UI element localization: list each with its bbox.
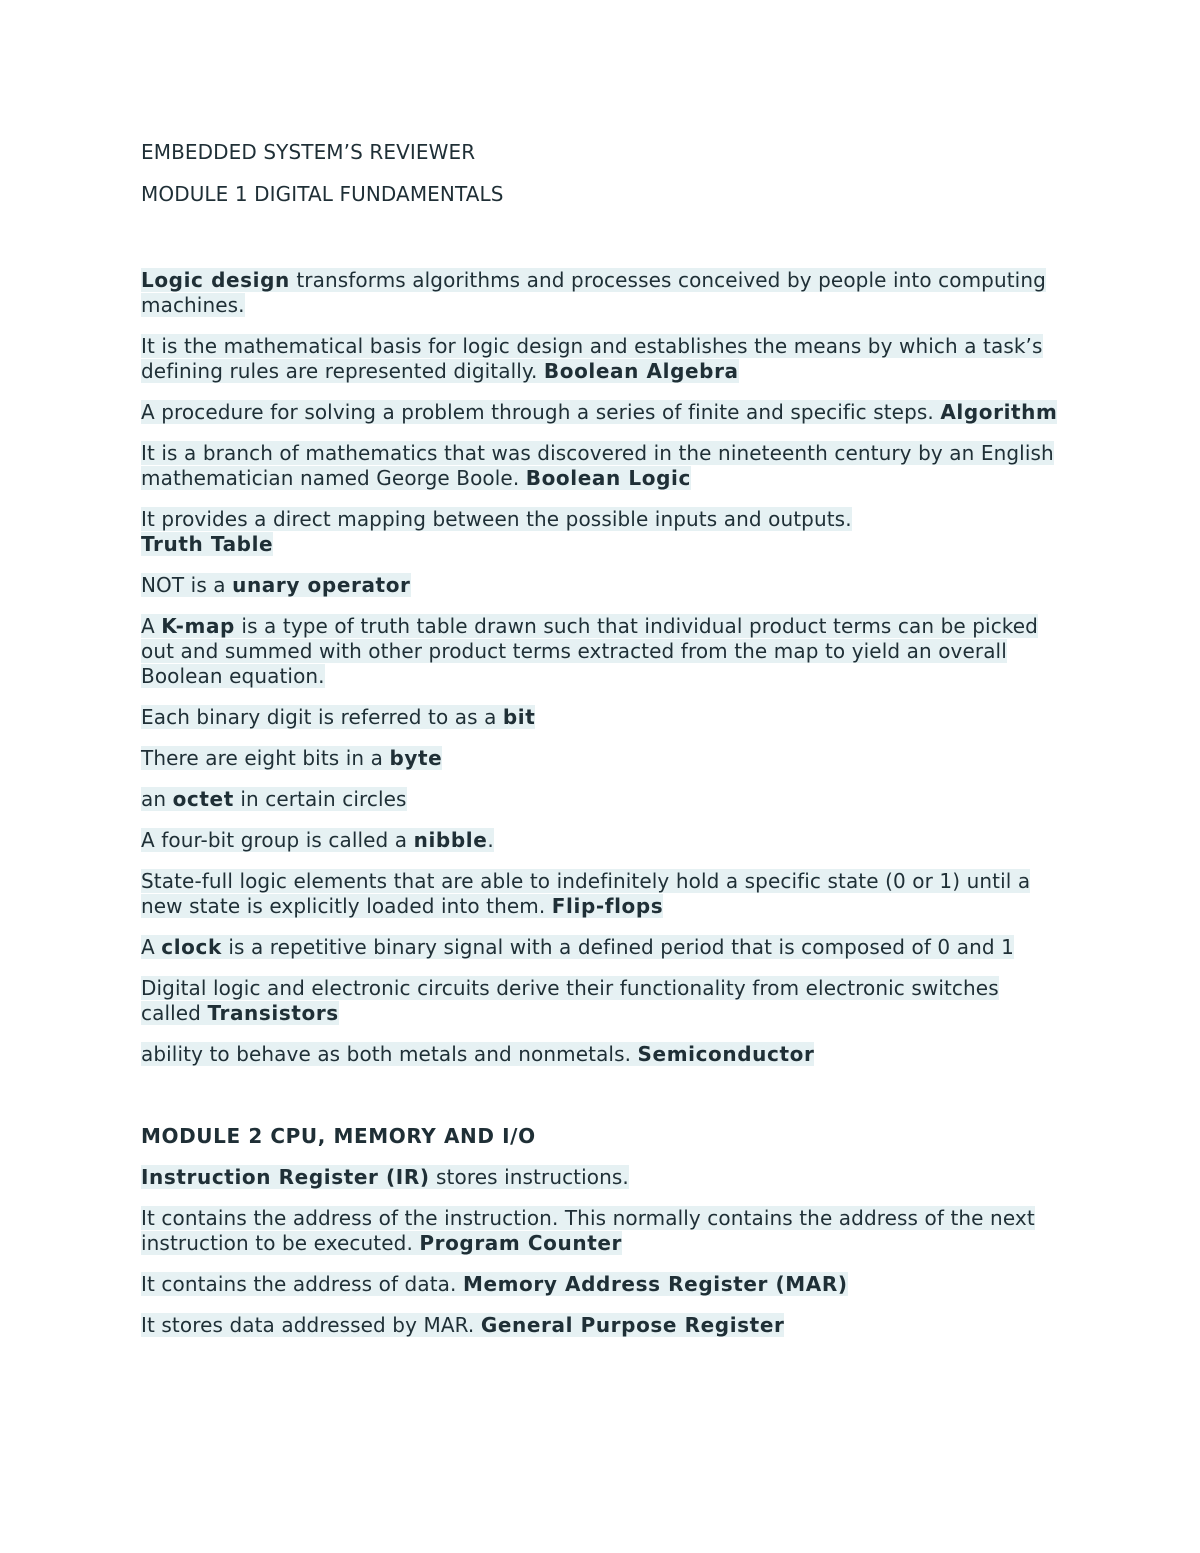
module-2-heading-text: MODULE 2 CPU, MEMORY AND I/O — [141, 1124, 536, 1148]
item-highlight — [141, 869, 1030, 918]
item-term: Logic design — [141, 268, 290, 292]
item-term: Semiconductor — [637, 1042, 815, 1066]
item-text: It is a branch of mathematics that was discovered in the nineteenth century by an English mathematician named George Boole. — [141, 441, 1054, 490]
item-text: Digital logic and electronic circuits derive their functionality from electronic switches called — [141, 976, 999, 1025]
item-text: . — [487, 828, 494, 852]
item-text: A — [141, 935, 162, 959]
module-1-item — [141, 935, 1061, 960]
item-text: It stores data addressed by MAR. — [141, 1313, 481, 1337]
item-text: A procedure for solving a problem through a series of finite and specific steps. — [141, 400, 941, 424]
item-text: is a repetitive binary signal with a defined period that is composed of 0 and 1 — [221, 935, 1014, 959]
item-term: octet — [172, 787, 234, 811]
item-highlight — [141, 573, 411, 597]
module-2-item — [141, 1313, 1061, 1338]
item-highlight — [141, 935, 1014, 959]
item-highlight — [141, 1042, 814, 1066]
item-highlight — [141, 441, 1054, 490]
item-term: Boolean Logic — [525, 466, 691, 490]
module-1-item — [141, 787, 1061, 812]
item-term: Memory Address Register (MAR) — [462, 1272, 848, 1296]
item-highlight — [141, 828, 494, 852]
item-highlight — [141, 1206, 1035, 1255]
module-1-item — [141, 828, 1061, 853]
item-term: Program Counter — [419, 1231, 622, 1255]
module-1-item — [141, 400, 1061, 425]
module-1-item — [141, 441, 1061, 491]
document-page — [141, 138, 1061, 1338]
item-term: Truth Table — [141, 532, 274, 556]
item-text: State-full logic elements that are able to indefinitely hold a specific state (0 or 1) until a new state is explicitly loaded into them. — [141, 869, 1031, 918]
item-highlight — [141, 614, 1038, 688]
item-text: A — [141, 614, 162, 638]
module-2-item — [141, 1272, 1061, 1297]
item-term: unary operator — [232, 573, 411, 597]
module-2-item — [141, 1165, 1061, 1190]
item-text: It provides a direct mapping between the possible inputs and outputs. — [141, 507, 852, 531]
module-1-item — [141, 746, 1061, 771]
item-text: A four-bit group is called a — [141, 828, 414, 852]
item-text: Each binary digit is referred to as a — [141, 705, 503, 729]
module-1-item — [141, 614, 1061, 689]
item-term: bit — [502, 705, 536, 729]
item-highlight — [141, 1165, 629, 1189]
item-text: It contains the address of the instruction. This normally contains the address of the next instruction to be executed. — [141, 1206, 1035, 1255]
item-term: Transistors — [207, 1001, 339, 1025]
item-text: It contains the address of data. — [141, 1272, 463, 1296]
item-term: Flip-flops — [551, 894, 664, 918]
item-text: in certain circles — [233, 787, 407, 811]
item-text: an — [141, 787, 173, 811]
item-term: K-map — [161, 614, 235, 638]
item-term: Algorithm — [940, 400, 1058, 424]
item-term: General Purpose Register — [480, 1313, 785, 1337]
module-1-item — [141, 268, 1061, 318]
module-1-item — [141, 869, 1061, 919]
item-term: byte — [389, 746, 443, 770]
item-highlight — [141, 334, 1043, 383]
module-1-item — [141, 1042, 1061, 1067]
item-highlight — [141, 787, 407, 811]
item-highlight — [141, 746, 442, 770]
item-text: NOT is a — [141, 573, 233, 597]
module-1-item — [141, 334, 1061, 384]
item-text: ability to behave as both metals and nonmetals. — [141, 1042, 638, 1066]
item-highlight — [141, 976, 999, 1025]
item-term: Boolean Algebra — [543, 359, 739, 383]
item-term: Instruction Register (IR) — [141, 1165, 430, 1189]
item-text: It is the mathematical basis for logic design and establishes the means by which a task’s defining rules are represented digitally. — [141, 334, 1043, 383]
item-text: is a type of truth table drawn such that individual product terms can be picked out and summed with other product terms extracted from the map to yield an overall Boolean equation. — [141, 614, 1038, 688]
item-highlight — [141, 705, 535, 729]
document-title-text: EMBEDDED SYSTEM’S REVIEWER — [141, 140, 476, 164]
item-highlight — [141, 1313, 784, 1337]
item-text: stores instructions. — [429, 1165, 629, 1189]
item-term: nibble — [413, 828, 488, 852]
module-1-item — [141, 705, 1061, 730]
document-title — [141, 140, 1061, 165]
item-text: transforms algorithms and processes conceived by people into computing machines. — [141, 268, 1046, 317]
item-highlight — [141, 400, 1057, 424]
item-highlight — [141, 268, 1046, 317]
item-term: clock — [161, 935, 222, 959]
module-2-item — [141, 1206, 1061, 1256]
module-1-item — [141, 573, 1061, 598]
item-text: There are eight bits in a — [141, 746, 390, 770]
module-1-item — [141, 507, 1061, 557]
item-highlight — [141, 1272, 848, 1296]
module-1-heading-text: MODULE 1 DIGITAL FUNDAMENTALS — [141, 182, 504, 206]
module-1-item — [141, 976, 1061, 1026]
module-2-heading — [141, 1124, 1061, 1149]
item-highlight — [141, 507, 852, 556]
module-1-heading — [141, 182, 1061, 207]
